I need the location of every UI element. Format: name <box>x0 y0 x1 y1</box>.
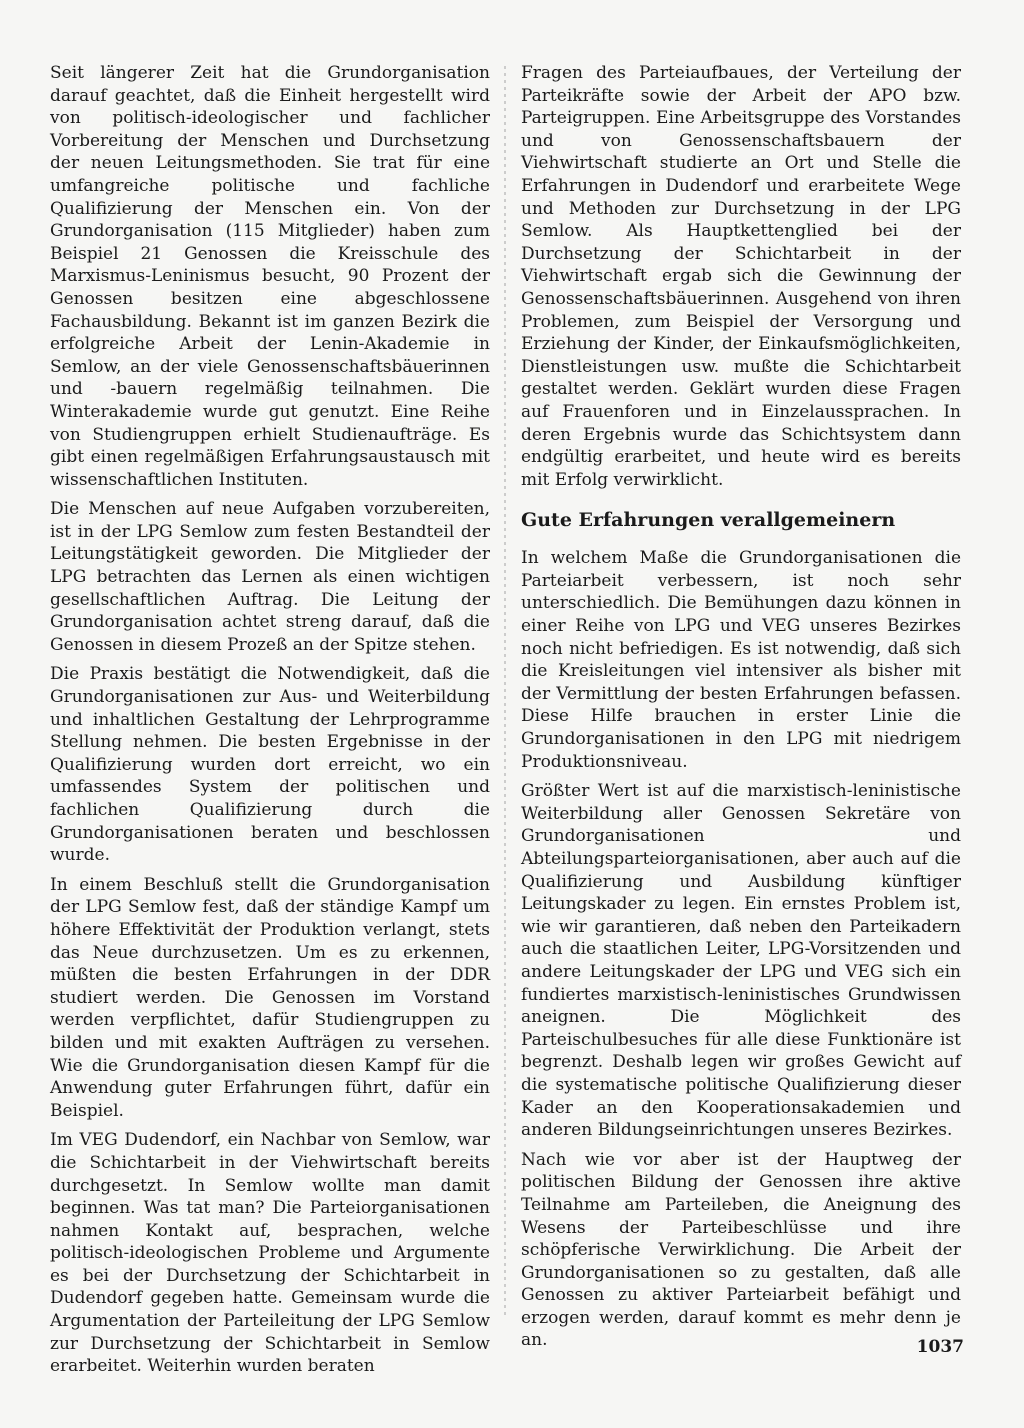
page-number: 1037 <box>916 1337 964 1357</box>
paragraph: In welchem Maße die Grundorganisationen die Parteiarbeit verbessern, ist noch sehr unterschiedlich. Die Bemühungen dazu können in einer Reihe von LPG und VEG unseres Bezirkes noch nicht befriedigen. Es ist notwendig, daß sich die Kreisleitungen viel intensiver als bisher mit der Vermittlung der besten Erfahrungen befassen. Diese Hilfe brauchen in erster Linie die Grundorganisationen in den LPG mit niedrigem Produktionsniveau. <box>521 548 961 772</box>
left-column <box>50 62 490 1385</box>
paragraph: Die Praxis bestätigt die Notwendigkeit, daß die Grundorganisationen zur Aus- und Weiterbildung und inhaltlichen Gestaltung der Lehrprogramme Stellung nehmen. Die besten Ergebnisse in der Qualifizierung wurden dort erreicht, wo ein umfassendes System der politischen und fachlichen Qualifizierung durch die Grundorganisationen beraten und beschlossen wurde. <box>50 664 490 866</box>
paragraph: In einem Beschluß stellt die Grundorganisation der LPG Semlow fest, daß der ständige Kampf um höhere Effektivität der Produktion verlangt, stets das Neue durchzusetzen. Um es zu erkennen, müßten die besten Erfahrungen in der DDR studiert werden. Die Genossen im Vorstand werden verpflichtet, dafür Studiengruppen zu bilden und mit exakten Aufträgen zu versehen. Wie die Grundorganisation diesen Kampf für die Anwendung guter Erfahrungen führt, dafür ein Beispiel. <box>50 874 490 1121</box>
section-heading: Gute Erfahrungen verallgemeinern <box>521 509 896 532</box>
paragraph: Die Menschen auf neue Aufgaben vorzubereiten, ist in der LPG Semlow zum festen Bestandteil der Leitungstätigkeit geworden. Die Mitglieder der LPG betrachten das Lernen als einen wichtigen gesellschaftlichen Auftrag. Die Leitung der Grundorganisation achtet streng darauf, daß die Genossen in diesem Prozeß an der Spitze stehen. <box>50 499 490 655</box>
paragraph: Nach wie vor aber ist der Hauptweg der politischen Bildung der Genossen ihre aktive Teilnahme am Parteileben, die Aneignung des Wesens der Parteibeschlüsse und ihre schöpferische Verwirklichung. Die Arbeit der Grundorganisationen so zu gestalten, daß alle Genossen zu aktiver Parteiarbeit befähigt und erzogen werden, darauf kommt es mehr denn je an. <box>521 1149 961 1351</box>
paragraph: Fragen des Parteiaufbaues, der Verteilung der Parteikräfte sowie der Arbeit der APO bzw. Parteigruppen. Eine Arbeitsgruppe des Vorstandes und von Genossenschaftsbauern der Viehwirtschaft studierte an Ort und Stelle die Erfahrungen in Dudendorf und erarbeitete Wege und Methoden zur Durchsetzung in der LPG Semlow. Als Hauptkettenglied bei der Durchsetzung der Schichtarbeit in der Viehwirtschaft ergab sich die Gewinnung der Genossenschaftsbäuerinnen. Ausgehend von ihren Problemen, zum Beispiel der Versorgung und Erziehung der Kinder, der Einkaufsmöglichkeiten, Dienstleistungen usw. mußte die Schichtarbeit gestaltet werden. Geklärt wurden diese Fragen auf Frauenforen und in Einzelaussprachen. In deren Ergebnis wurde das Schichtsystem dann endgültig erarbeitet, und heute wird es bereits mit Erfolg verwirklicht. <box>521 63 961 490</box>
column-divider <box>504 66 506 1316</box>
right-column <box>521 62 961 1359</box>
paragraph: Im VEG Dudendorf, ein Nachbar von Semlow, war die Schichtarbeit in der Viehwirtschaft bereits durchgesetzt. In Semlow wollte man damit beginnen. Was tat man? Die Parteiorganisationen nahmen Kontakt auf, besprachen, welche politisch-ideologischen Probleme und Argumente es bei der Durchsetzung der Schichtarbeit in Dudendorf gegeben hatte. Gemeinsam wurde die Argumentation der Parteileitung der LPG Semlow zur Durchsetzung der Schichtarbeit in Semlow erarbeitet. Weiterhin wurden beraten <box>50 1130 490 1377</box>
paragraph: Seit längerer Zeit hat die Grundorganisation darauf geachtet, daß die Einheit hergestellt wird von politisch-ideologischer und fachlicher Vorbereitung der Menschen und Durchsetzung der neuen Leitungsmethoden. Sie trat für eine umfangreiche politische und fachliche Qualifizierung der Menschen ein. Von der Grundorganisation (115 Mitglieder) haben zum Beispiel 21 Genossen die Kreisschule des Marxismus-Leninismus besucht, 90 Prozent der Genossen besitzen eine abgeschlossene Fachausbildung. Bekannt ist im ganzen Bezirk die erfolgreiche Arbeit der Lenin-Akademie in Semlow, an der viele Genossenschaftsbäuerinnen und -bauern regelmäßig teilnahmen. Die Winterakademie wurde gut genutzt. Eine Reihe von Studiengruppen erhielt Studienaufträge. Es gibt einen regelmäßigen Erfahrungsaustausch mit wissenschaftlichen Instituten. <box>50 63 490 490</box>
paragraph: Größter Wert ist auf die marxistisch-leninistische Weiterbildung aller Genossen Sekretäre von Grundorganisationen und Abteilungsparteiorganisationen, aber auch auf die Qualifizierung und Ausbildung künftiger Leitungskader zu legen. Ein ernstes Problem ist, wie wir garantieren, daß neben den Parteikadern auch die staatlichen Leiter, LPG-Vorsitzenden und andere Leitungskader der LPG und VEG sich ein fundiertes marxistisch-leninistisches Grundwissen aneignen. Die Möglichkeit des Parteischulbesuches für alle diese Funktionäre ist begrenzt. Deshalb legen wir großes Gewicht auf die systematische politische Qualifizierung dieser Kader an den Kooperationsakademien und anderen Bildungseinrichtungen unseres Bezirkes. <box>521 781 961 1141</box>
